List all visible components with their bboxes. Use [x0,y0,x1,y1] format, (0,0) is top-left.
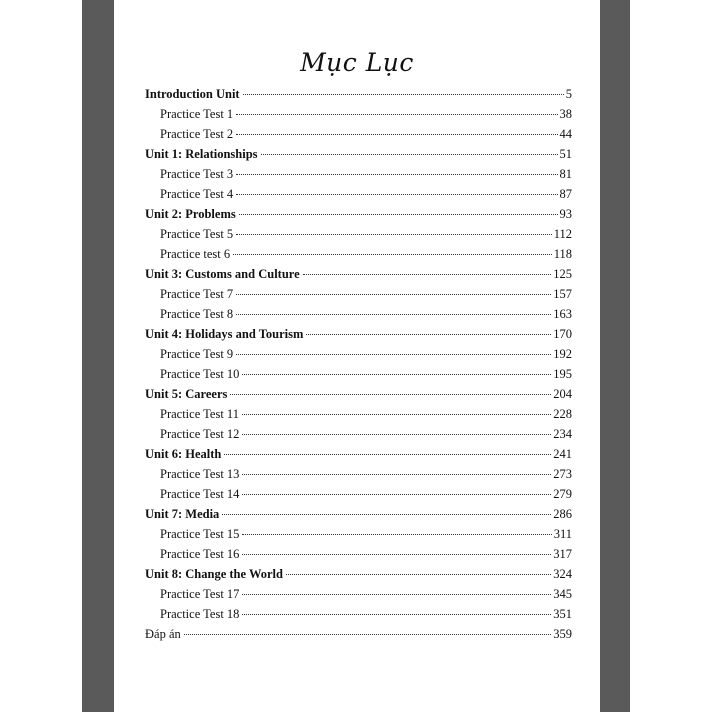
toc-entry[interactable] [145,527,572,547]
dot-leader [236,354,551,355]
toc-entry[interactable] [145,207,572,227]
table-of-contents [145,87,572,647]
dot-leader [242,534,551,535]
dot-leader [242,494,551,495]
toc-entry-page: 157 [553,287,572,301]
toc-entry[interactable] [145,167,572,187]
toc-entry-page: 38 [559,107,572,121]
dot-leader [239,214,558,215]
toc-entry-page: 112 [553,227,572,241]
toc-entry[interactable] [145,307,572,327]
toc-entry-page: 118 [553,247,572,261]
toc-entry-label: Introduction Unit [145,87,240,101]
toc-entry[interactable] [145,187,572,207]
toc-entry-page: 93 [559,207,572,221]
toc-entry-page: 324 [553,567,572,581]
dot-leader [243,94,564,95]
dot-leader [242,374,551,375]
toc-entry[interactable] [145,267,572,287]
toc-entry-label: Unit 7: Media [145,507,220,521]
toc-entry[interactable] [145,607,572,627]
toc-entry-label: Unit 1: Relationships [145,147,258,161]
dot-leader [236,314,551,315]
toc-entry-label: Practice Test 4 [160,187,234,201]
toc-entry-page: 170 [553,327,572,341]
toc-entry-page: 359 [553,627,572,641]
toc-entry-label: Practice Test 11 [160,407,239,421]
toc-entry-label: Practice test 6 [160,247,231,261]
toc-entry-label: Practice Test 9 [160,347,234,361]
toc-entry[interactable] [145,507,572,527]
right-margin-bar [600,0,630,712]
toc-entry-label: Unit 8: Change the World [145,567,283,581]
toc-entry[interactable] [145,487,572,507]
dot-leader [306,334,551,335]
toc-entry[interactable] [145,467,572,487]
dot-leader [224,454,551,455]
toc-entry-label: Practice Test 2 [160,127,234,141]
toc-entry[interactable] [145,427,572,447]
toc-entry-label: Đáp án [145,627,181,641]
dot-leader [242,434,551,435]
toc-entry-page: 234 [553,427,572,441]
dot-leader [236,194,557,195]
toc-entry-page: 87 [559,187,572,201]
toc-page [114,0,600,712]
toc-entry[interactable] [145,587,572,607]
toc-entry-page: 204 [553,387,572,401]
toc-entry-label: Unit 6: Health [145,447,222,461]
dot-leader [236,294,551,295]
dot-leader [222,514,551,515]
dot-leader [303,274,552,275]
toc-entry[interactable] [145,627,572,647]
page-title: Mục Lục [300,48,414,77]
toc-entry-page: 279 [553,487,572,501]
toc-entry-label: Unit 5: Careers [145,387,228,401]
dot-leader [230,394,551,395]
toc-entry-label: Practice Test 18 [160,607,240,621]
toc-entry-page: 345 [553,587,572,601]
toc-entry[interactable] [145,387,572,407]
toc-entry-page: 163 [553,307,572,321]
toc-entry[interactable] [145,327,572,347]
toc-entry[interactable] [145,227,572,247]
toc-entry[interactable] [145,347,572,367]
dot-leader [242,554,551,555]
toc-entry[interactable] [145,407,572,427]
dot-leader [233,254,552,255]
toc-entry-page: 228 [553,407,572,421]
toc-entry-label: Practice Test 10 [160,367,240,381]
toc-entry-label: Unit 3: Customs and Culture [145,267,300,281]
toc-entry-page: 5 [565,87,572,101]
toc-entry[interactable] [145,247,572,267]
dot-leader [236,134,557,135]
toc-entry[interactable] [145,367,572,387]
toc-entry-page: 125 [553,267,572,281]
toc-entry-label: Practice Test 7 [160,287,234,301]
toc-entry[interactable] [145,287,572,307]
toc-entry-label: Practice Test 16 [160,547,240,561]
toc-entry-label: Practice Test 3 [160,167,234,181]
toc-entry-page: 195 [553,367,572,381]
dot-leader [242,414,551,415]
toc-entry-page: 192 [553,347,572,361]
toc-entry[interactable] [145,567,572,587]
toc-entry-label: Practice Test 13 [160,467,240,481]
left-margin-bar [82,0,114,712]
toc-entry-page: 317 [553,547,572,561]
dot-leader [242,474,551,475]
toc-entry-label: Practice Test 8 [160,307,234,321]
toc-entry[interactable] [145,447,572,467]
dot-leader [236,234,552,235]
dot-leader [242,614,551,615]
toc-entry-label: Practice Test 1 [160,107,234,121]
toc-entry-label: Practice Test 15 [160,527,240,541]
toc-entry-page: 241 [553,447,572,461]
toc-entry-page: 81 [559,167,572,181]
toc-entry[interactable] [145,107,572,127]
toc-entry[interactable] [145,547,572,567]
toc-entry-page: 286 [553,507,572,521]
toc-entry[interactable] [145,147,572,167]
toc-entry-page: 51 [559,147,572,161]
dot-leader [261,154,558,155]
toc-entry-page: 44 [559,127,572,141]
toc-entry-label: Practice Test 14 [160,487,240,501]
dot-leader [236,114,557,115]
toc-entry-label: Practice Test 12 [160,427,240,441]
dot-leader [236,174,557,175]
toc-entry-page: 273 [553,467,572,481]
dot-leader [286,574,551,575]
toc-entry-label: Practice Test 17 [160,587,240,601]
toc-entry-page: 311 [553,527,572,541]
toc-entry-label: Practice Test 5 [160,227,234,241]
dot-leader [242,594,551,595]
toc-entry[interactable] [145,127,572,147]
toc-entry-page: 351 [553,607,572,621]
toc-entry-label: Unit 4: Holidays and Tourism [145,327,304,341]
toc-entry[interactable] [145,87,572,107]
dot-leader [184,634,552,635]
toc-entry-label: Unit 2: Problems [145,207,236,221]
